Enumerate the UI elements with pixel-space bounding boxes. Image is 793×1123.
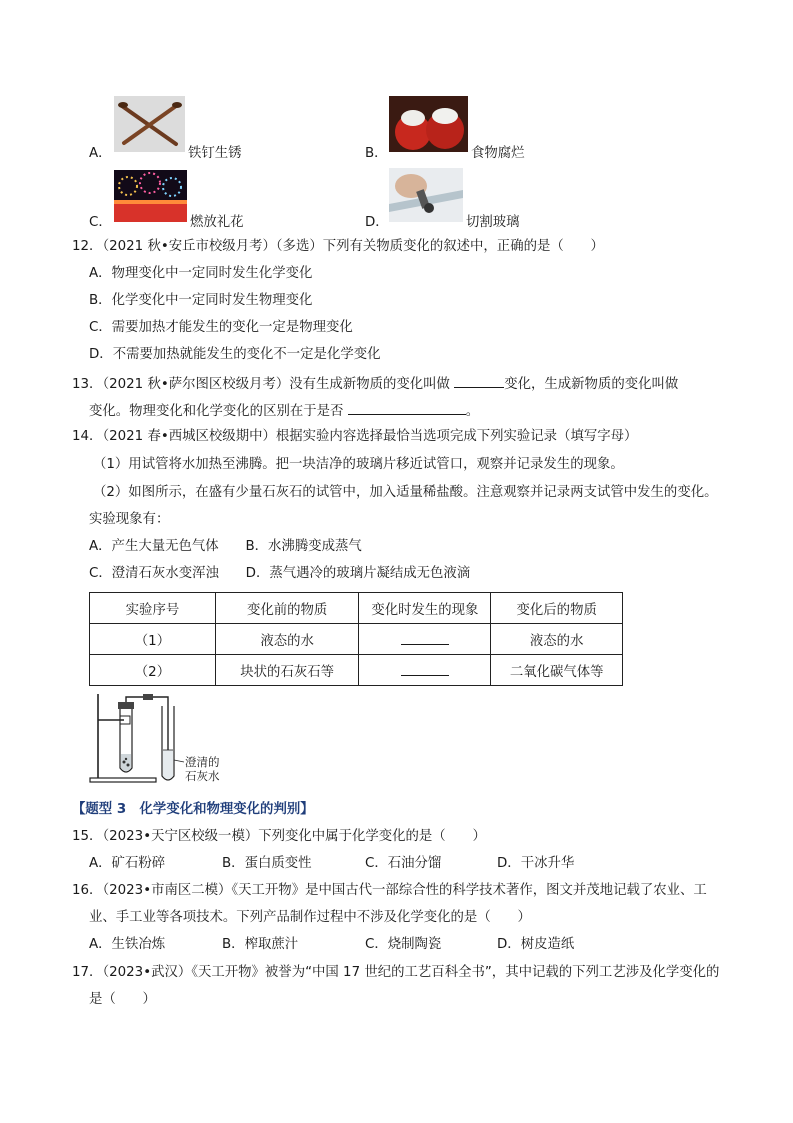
q11-option-c[interactable] — [89, 211, 112, 230]
q14-options-cd: C．澄清石灰水变浑浊 D．蒸气遇冷的玻璃片凝结成无色液滴 — [89, 566, 471, 581]
q14-phenomena-title: 实验现象有： — [89, 512, 170, 527]
table-row — [90, 655, 623, 686]
q16-line-1: 16．（2023•市南区二模）《天工开物》是中国古代一部综合性的科学技术著作，图文并茂地记载了农业、工 — [72, 883, 707, 898]
q11-option-a[interactable] — [89, 142, 112, 161]
q13-text-2b: 。 — [465, 404, 480, 419]
table-cell-answer[interactable] — [359, 655, 491, 686]
table-cell: （2） — [90, 655, 216, 686]
q17-line-2: 是（ ） — [89, 992, 156, 1007]
table-cell: 液态的水 — [491, 624, 623, 655]
q16-option-b[interactable]: B．榨取蔗汁 — [222, 937, 299, 952]
q13-text-1b: 变化，生成新物质的变化叫做 — [504, 377, 679, 392]
option-letter: A． — [89, 146, 112, 161]
q17-line-1: 17．（2023•武汉）《天工开物》被誉为“中国 17 世纪的工艺百科全书”，其中记载的下列工艺涉及化学变化的 — [72, 965, 720, 980]
q13-blank-1[interactable] — [454, 373, 504, 388]
q12-option-c[interactable]: C．需要加热才能发生的变化一定是物理变化 — [89, 320, 353, 335]
table-cell: 块状的石灰石等 — [215, 655, 358, 686]
q15-option-c[interactable]: C．石油分馏 — [365, 856, 442, 871]
q16-option-d[interactable]: D．树皮造纸 — [497, 937, 575, 952]
table-header: 变化时发生的现象 — [359, 593, 491, 624]
table-cell: 二氧化碳气体等 — [491, 655, 623, 686]
q14-stem: 14．（2021 春•西城区校级期中）根据实验内容选择最恰当选项完成下列实验记录（填写字母） — [72, 429, 638, 444]
q13-line-2 — [89, 400, 479, 421]
table-header: 实验序号 — [90, 593, 216, 624]
option-letter: C． — [89, 215, 112, 230]
q11-option-b[interactable] — [365, 142, 388, 161]
q11-option-b-label: 食物腐烂 — [471, 146, 525, 161]
table-header: 变化前的物质 — [215, 593, 358, 624]
q15-stem: 15．（2023•天宁区校级一模）下列变化中属于化学变化的是（ ） — [72, 829, 486, 844]
table-cell: （1） — [90, 624, 216, 655]
experiment-record-table — [89, 592, 623, 686]
answer-blank[interactable] — [401, 630, 449, 645]
apparatus-label-1: 澄清的 — [185, 755, 220, 769]
table-cell-answer[interactable] — [359, 624, 491, 655]
q13-blank-2[interactable] — [348, 400, 466, 415]
rotten-tomato-image — [389, 96, 468, 152]
q16-line-2: 业、手工业等各项技术。下列产品制作过程中不涉及化学变化的是（ ） — [89, 910, 531, 925]
option-letter: B． — [365, 146, 388, 161]
q16-option-a[interactable]: A．生铁冶炼 — [89, 937, 166, 952]
table-row — [90, 624, 623, 655]
q12-option-d[interactable]: D．不需要加热就能发生的变化不一定是化学变化 — [89, 347, 381, 362]
q16-option-c[interactable]: C．烧制陶瓷 — [365, 937, 442, 952]
q13-line-1 — [72, 373, 678, 394]
q15-option-d[interactable]: D．干冰升华 — [497, 856, 575, 871]
q13-text-2a: 变化。物理变化和化学变化的区别在于是否 — [89, 404, 348, 419]
q12-option-a[interactable]: A．物理变化中一定同时发生化学变化 — [89, 266, 313, 281]
q15-option-b[interactable]: B．蛋白质变性 — [222, 856, 312, 871]
q14-sub-1: （1）用试管将水加热至沸腾。把一块洁净的玻璃片移近试管口，观察并记录发生的现象。 — [93, 457, 624, 472]
q14-options-ab: A．产生大量无色气体 B．水沸腾变成蒸气 — [89, 539, 362, 554]
apparatus-label-2: 石灰水 — [185, 769, 220, 783]
q12-option-b[interactable]: B．化学变化中一定同时发生物理变化 — [89, 293, 313, 308]
q15-option-a[interactable]: A．矿石粉碎 — [89, 856, 166, 871]
option-letter: D． — [365, 215, 389, 230]
fireworks-image — [114, 170, 187, 222]
q13-text-1a: 13．（2021 秋•萨尔图区校级月考）没有生成新物质的变化叫做 — [72, 377, 455, 392]
q14-sub-2: （2）如图所示，在盛有少量石灰石的试管中，加入适量稀盐酸。注意观察并记录两支试管中发生的变化。 — [93, 485, 718, 500]
table-header-row — [90, 593, 623, 624]
answer-blank[interactable] — [401, 661, 449, 676]
q11-option-d-label: 切割玻璃 — [466, 215, 520, 230]
q11-option-c-label: 燃放礼花 — [190, 215, 244, 230]
q11-option-d[interactable] — [365, 211, 389, 230]
q11-option-a-label: 铁钉生锈 — [188, 146, 242, 161]
table-header: 变化后的物质 — [491, 593, 623, 624]
section-heading: 【题型 3 化学变化和物理变化的判别】 — [72, 802, 314, 817]
q12-stem: 12．（2021 秋•安丘市校级月考）（多选）下列有关物质变化的叙述中，正确的是（ ） — [72, 239, 604, 254]
table-cell: 液态的水 — [215, 624, 358, 655]
rusty-nails-image — [114, 96, 185, 152]
glass-cutting-image — [389, 168, 463, 222]
